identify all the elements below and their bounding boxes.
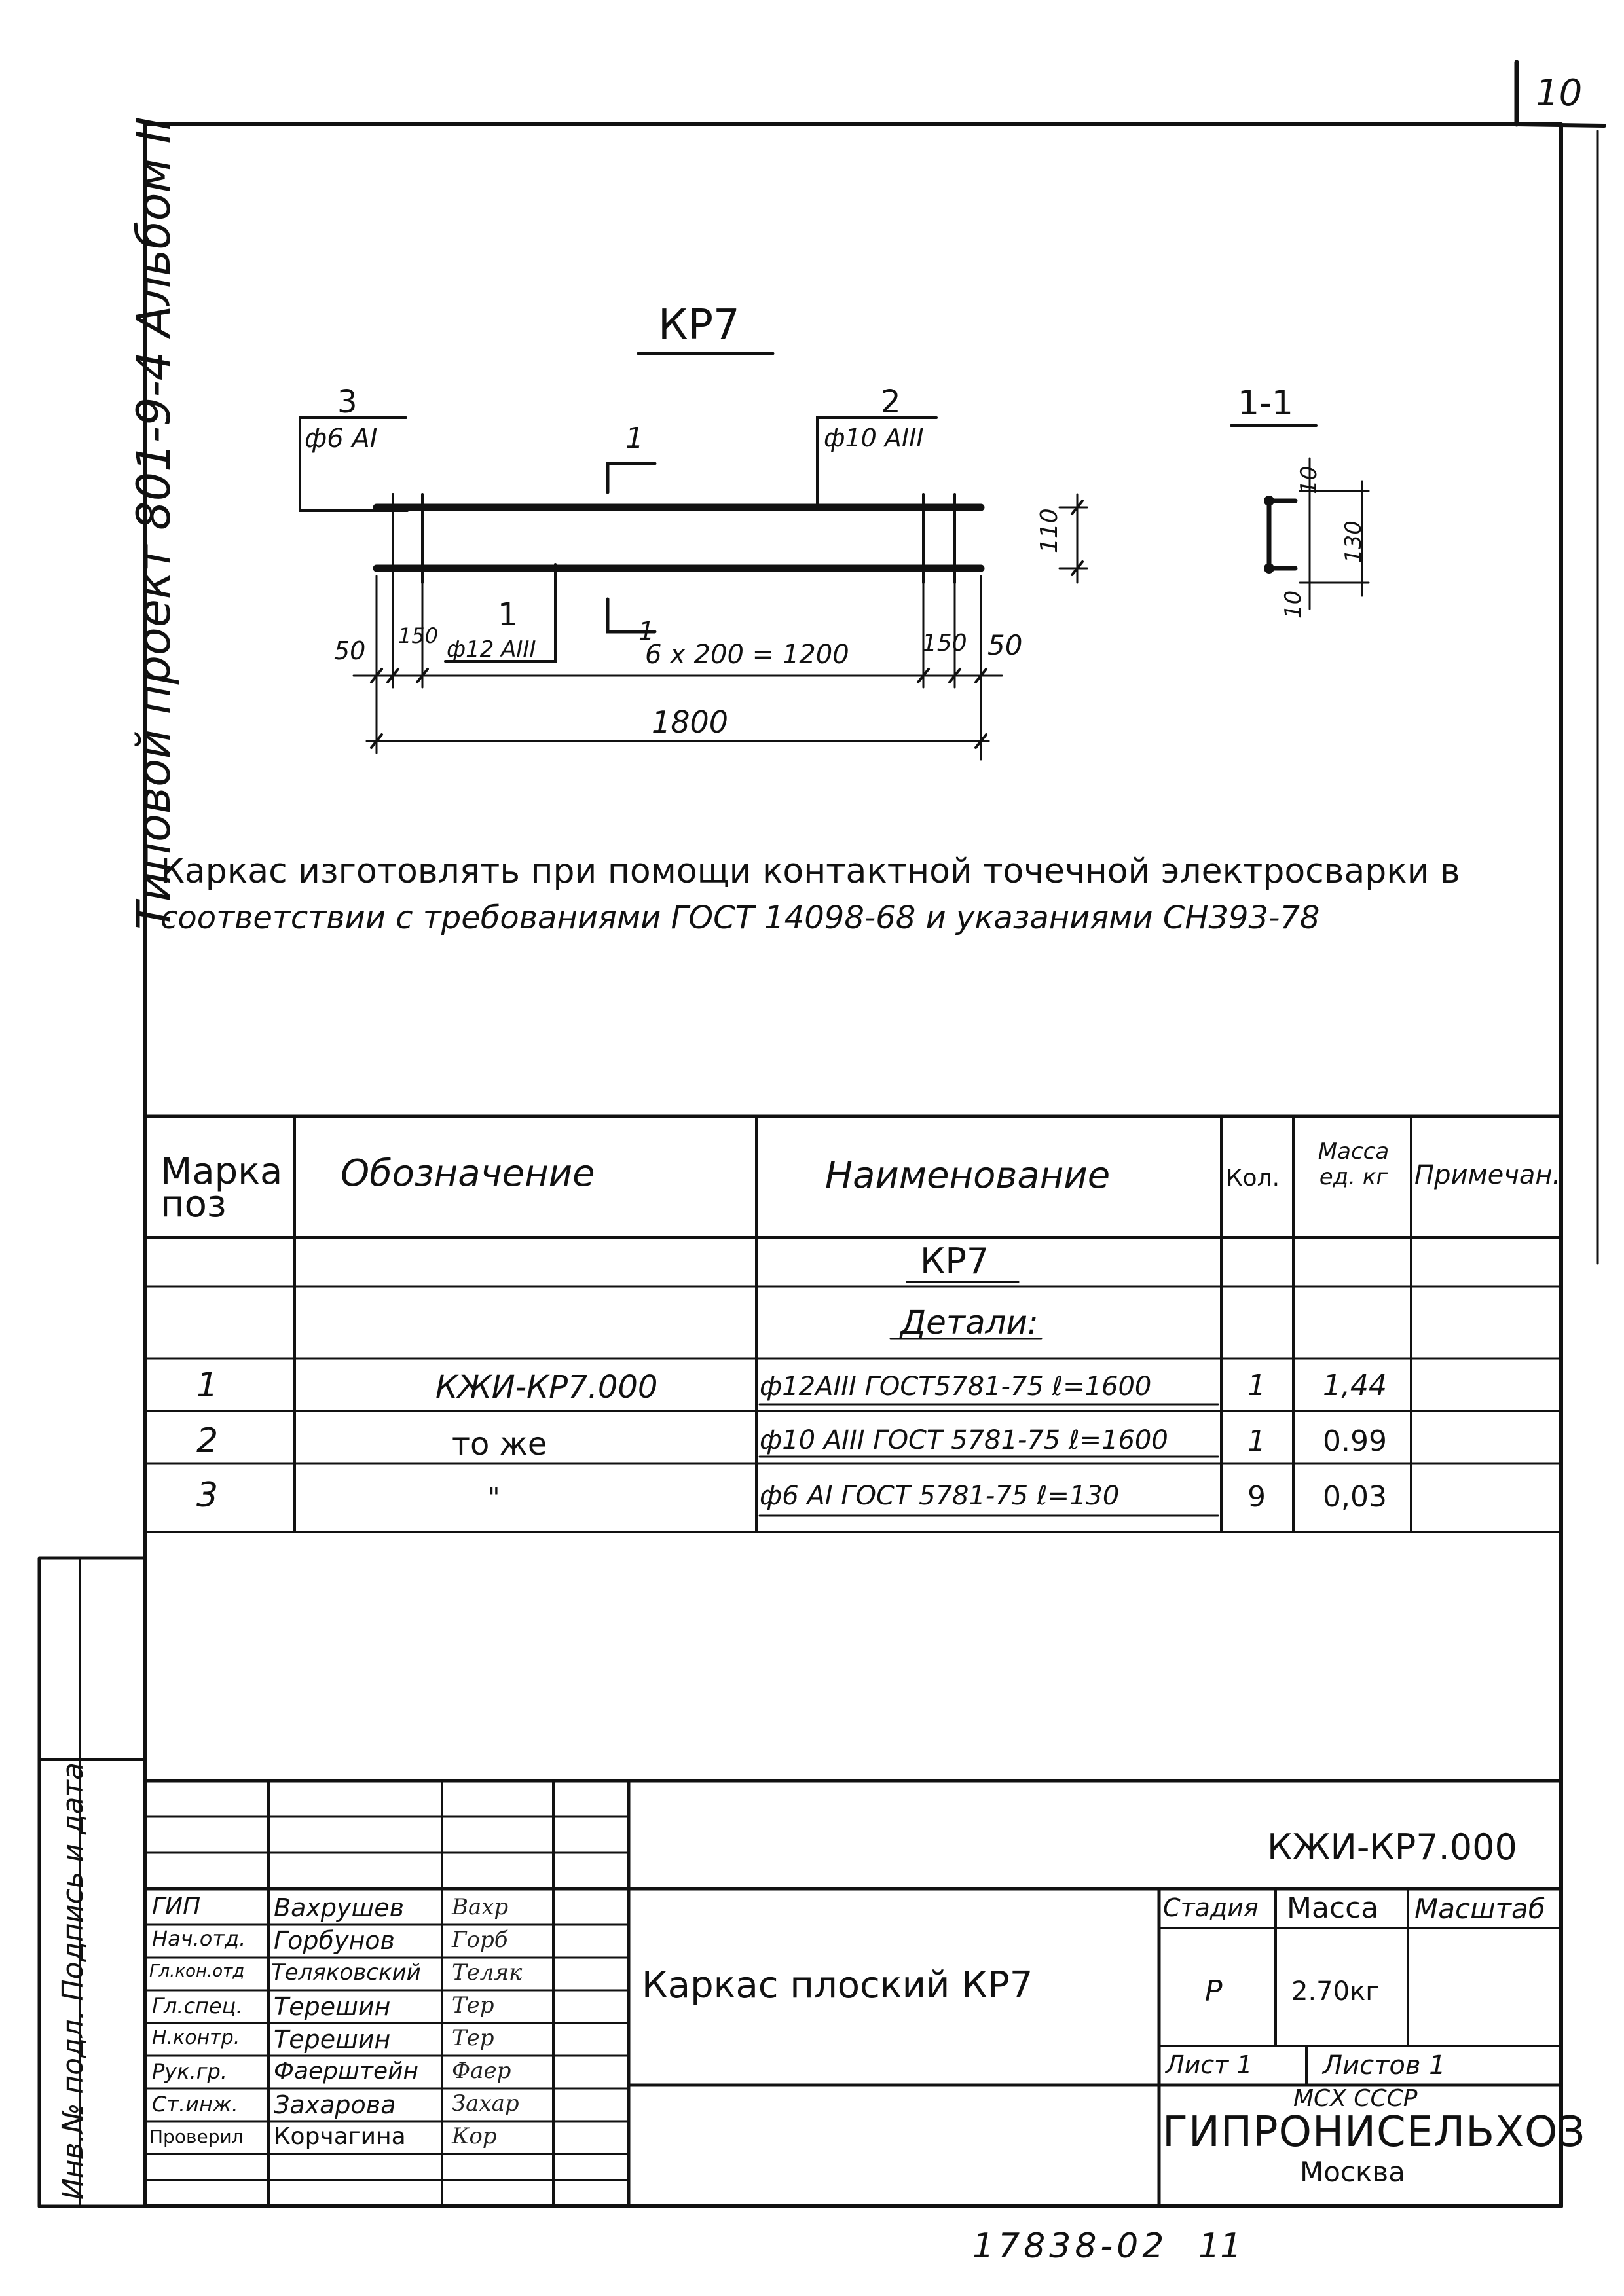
role-4-signature: Тер bbox=[452, 1992, 494, 2018]
role-7-name: Захарова bbox=[274, 2090, 396, 2119]
stage-label: Стадия bbox=[1163, 1893, 1259, 1922]
dim-left-first: 150 bbox=[398, 623, 439, 648]
role-5-signature: Тер bbox=[452, 2025, 494, 2051]
section-rebar-dot bbox=[1264, 496, 1274, 506]
drawing-title: КР7 bbox=[658, 301, 740, 350]
spec-section-title: КР7 bbox=[920, 1241, 989, 1282]
bar2-spec: ф10 АIII bbox=[824, 424, 924, 452]
spec-row-1-name: ф12АIII ГОСТ5781-75 ℓ=1600 bbox=[760, 1372, 1152, 1402]
spec-header-mark-text: Марка поз bbox=[160, 1150, 283, 1226]
spec-row-3-mass: 0,03 bbox=[1323, 1480, 1387, 1514]
bar1-spec: ф12 АIII bbox=[447, 636, 536, 663]
spec-row-2-name: ф10 АIII ГОСТ 5781-75 ℓ=1600 bbox=[760, 1425, 1168, 1455]
org-ministry: МСХ СССР bbox=[1293, 2085, 1418, 2112]
spec-subsection-title: Детали: bbox=[900, 1303, 1039, 1341]
role-8: Проверил bbox=[149, 2126, 244, 2147]
dim-right-end: 50 bbox=[987, 629, 1023, 661]
bar3-position: 3 bbox=[337, 384, 358, 420]
dim-left-end: 50 bbox=[334, 636, 366, 665]
spec-row-2-mass: 0.99 bbox=[1323, 1425, 1387, 1458]
role-2-signature: Горб bbox=[452, 1927, 508, 1953]
role-5-name: Терешин bbox=[274, 2025, 391, 2054]
spec-row-2-pos: 2 bbox=[196, 1421, 219, 1461]
role-6: Рук.гр. bbox=[152, 2059, 228, 2084]
side-title: Типовой проект 801-9-4 Альбом II bbox=[127, 117, 181, 930]
role-1-signature: Вахр bbox=[452, 1894, 509, 1920]
doc-code: КЖИ-КР7.000 bbox=[1267, 1827, 1517, 1868]
org-name: ГИПРОНИСЕЛЬХОЗ bbox=[1162, 2108, 1586, 2157]
role-2-name: Горбунов bbox=[274, 1926, 395, 1955]
fabrication-note-line2: соответствии с требованиями ГОСТ 14098-68 и указаниями СН393-78 bbox=[160, 900, 1320, 936]
section-title: 1-1 bbox=[1238, 384, 1293, 423]
section-dim-bottom: 10 bbox=[1280, 590, 1306, 619]
spec-row-1-qty: 1 bbox=[1247, 1369, 1266, 1402]
stage-value: Р bbox=[1205, 1975, 1223, 2008]
spec-row-1-mass: 1,44 bbox=[1323, 1369, 1387, 1402]
bar3-spec: ф6 АI bbox=[304, 424, 378, 454]
spec-header-mass bbox=[1298, 1139, 1409, 1190]
spec-row-1-designation: КЖИ-КР7.000 bbox=[435, 1369, 658, 1406]
spec-row-2-designation: то же bbox=[452, 1426, 547, 1463]
role-6-signature: Фаер bbox=[452, 2058, 511, 2084]
spec-header-qty: Кол. bbox=[1226, 1165, 1280, 1192]
dim-total: 1800 bbox=[652, 704, 729, 740]
spec-row-3-pos: 3 bbox=[196, 1476, 219, 1515]
role-1-name: Вахрушев bbox=[274, 1893, 404, 1922]
section-mark-bottom-label: 1 bbox=[638, 617, 655, 646]
bottom-page-number: 11 bbox=[1198, 2227, 1242, 2266]
role-4-name: Терешин bbox=[274, 1992, 391, 2021]
mass-label: Масса bbox=[1287, 1891, 1379, 1925]
role-4: Гл.спец. bbox=[152, 1994, 243, 2018]
bottom-archive-code: 17838-02 bbox=[972, 2227, 1168, 2266]
dim-spacing: 6 х 200 = 1200 bbox=[645, 640, 849, 670]
role-3: Гл.кон.отд bbox=[149, 1961, 245, 1981]
org-city: Москва bbox=[1300, 2156, 1405, 2188]
spec-header-mass-text: Масса ед. кг bbox=[1318, 1139, 1390, 1191]
product-name: Каркас плоский КР7 bbox=[642, 1964, 1033, 2007]
side-stamp-label: Инв.№ подл. Подпись и дата bbox=[56, 1762, 90, 2200]
sheet-number: 10 bbox=[1536, 72, 1583, 115]
role-8-signature: Кор bbox=[452, 2123, 497, 2149]
role-1: ГИП bbox=[152, 1893, 201, 1920]
sheets-label: Листов 1 bbox=[1323, 2050, 1446, 2081]
section-dim-top: 10 bbox=[1296, 465, 1322, 494]
role-2: Нач.отд. bbox=[152, 1926, 246, 1951]
section-mark-top bbox=[608, 464, 655, 492]
spec-header-designation: Обозначение bbox=[341, 1152, 595, 1195]
spec-row-2-qty: 1 bbox=[1247, 1425, 1266, 1458]
role-6-name: Фаерштейн bbox=[274, 2058, 419, 2085]
role-7-signature: Захар bbox=[452, 2090, 519, 2117]
role-3-name: Теляковский bbox=[271, 1959, 421, 1986]
spec-row-3-designation: " bbox=[488, 1483, 500, 1513]
mass-value: 2.70кг bbox=[1291, 1977, 1380, 2007]
spec-row-1-pos: 1 bbox=[196, 1366, 219, 1405]
bar1-position: 1 bbox=[498, 596, 518, 633]
spec-row-3-qty: 9 bbox=[1247, 1480, 1266, 1514]
dim-height-label: 110 bbox=[1036, 508, 1063, 553]
section-mark-top-label: 1 bbox=[625, 422, 644, 455]
section-rebar-dot bbox=[1264, 563, 1274, 574]
role-8-name: Корчагина bbox=[274, 2123, 406, 2150]
spec-header-mark bbox=[160, 1150, 291, 1226]
role-3-signature: Теляк bbox=[452, 1959, 523, 1986]
section-dim-height: 130 bbox=[1340, 520, 1367, 563]
bar2-position: 2 bbox=[881, 384, 901, 420]
sheet-label: Лист 1 bbox=[1166, 2050, 1253, 2079]
role-5: Н.контр. bbox=[152, 2026, 240, 2049]
role-7: Ст.инж. bbox=[152, 2092, 238, 2117]
spec-header-name: Наименование bbox=[825, 1154, 1111, 1197]
fabrication-note-line1: Каркас изготовлять при помощи контактной точечной электросварки в bbox=[160, 852, 1460, 891]
spec-header-note: Примечан. bbox=[1414, 1160, 1561, 1190]
spec-row-3-name: ф6 АI ГОСТ 5781-75 ℓ=130 bbox=[760, 1481, 1120, 1511]
section-stirrup bbox=[1269, 501, 1295, 568]
scale-label: Масштаб bbox=[1414, 1893, 1545, 1925]
dim-right-first: 150 bbox=[922, 630, 967, 657]
